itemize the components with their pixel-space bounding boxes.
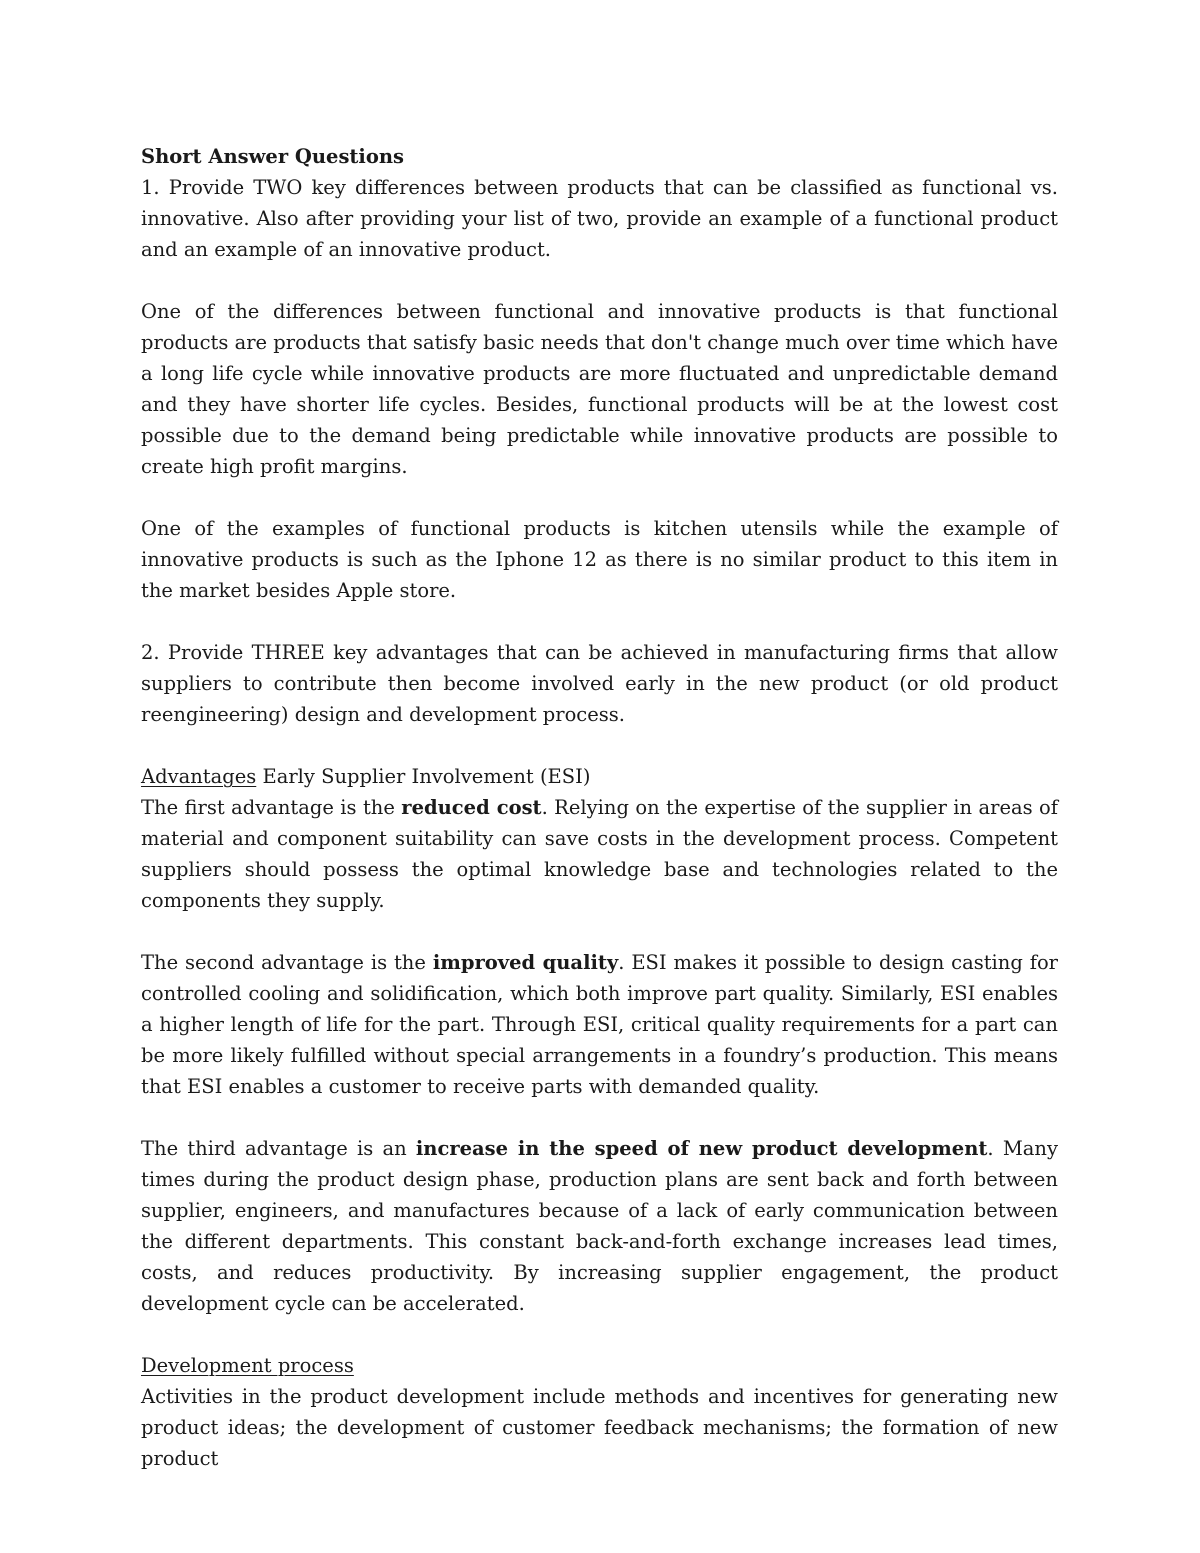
paragraph-spacer [141,1102,1058,1133]
development-paragraph: Activities in the product development include methods and incentives for generating new product ideas; the development of customer feedback mechanisms; the formation of new product [141,1385,1058,1470]
advantage-1-lead: The first advantage is the [141,796,402,819]
answer-1-paragraph-2: One of the examples of functional products is kitchen utensils while the example of innovative products is such as the Iphone 12 as there is no similar product to this item in the market besides Apple store. [141,517,1058,602]
answer-1-paragraph-1: One of the differences between functional and innovative products is that functional products are products that satisfy basic needs that don't change much over time which have a long life cycle while innovative products are more fluctuated and unpredictable demand and they have shorter life cycles. Besides, functional products will be at the lowest cost possible due to the demand being predictable while innovative products are possible to create high profit margins. [141,300,1058,478]
advantage-1-paragraph [141,792,1058,916]
advantages-heading: Advantages [141,765,257,788]
advantage-2-paragraph [141,947,1058,1102]
paragraph-spacer [141,916,1058,947]
development-heading: Development process [141,1354,354,1377]
advantage-3-paragraph [141,1133,1058,1319]
document-title: Short Answer Questions [141,145,405,168]
paragraph-spacer [141,606,1058,637]
advantage-2-text: . ESI makes it possible to design casting for controlled cooling and solidification, which both improve part quality. Similarly, ESI enables a higher length of life for the part. Through ESI, critical quality requirements for a part can be more likely fulfilled without special arrangements in a foundry’s production. This means that ESI enables a customer to receive parts with demanded quality. [141,951,1059,1098]
advantages-heading-line [141,761,1058,792]
advantage-3-text: . Many times during the product design phase, production plans are sent back and forth between supplier, engineers, and manufactures because of a lack of early communication between the different departments. This constant back-and-forth exchange increases lead times, costs, and reduces productivity. By increasing supplier engagement, the product development cycle can be accelerated. [141,1137,1058,1315]
advantage-3-term: increase in the speed of new product development [415,1137,988,1160]
advantage-2-term: improved quality [432,951,619,974]
advantages-subtitle: Early Supplier Involvement (ESI) [256,765,591,788]
question-2: 2. Provide THREE key advantages that can be achieved in manufacturing firms that allow suppliers to contribute then become involved early in the new product (or old product reengineering) design and development process. [141,641,1058,726]
paragraph-spacer [141,1319,1058,1350]
paragraph-spacer [141,482,1058,513]
question-1: 1. Provide TWO key differences between products that can be classified as functional vs. innovative. Also after providing your list of two, provide an example of a functional product and an example of an innovative product. [141,176,1058,261]
advantage-1-term: reduced cost [401,796,542,819]
paragraph-spacer [141,730,1058,761]
development-heading-line [141,1350,1058,1381]
advantage-2-lead: The second advantage is the [141,951,433,974]
paragraph-spacer [141,265,1058,296]
document-body [141,141,1058,1474]
advantage-1-text: . Relying on the expertise of the supplier in areas of material and component suitability can save costs in the development process. Competent suppliers should possess the optimal knowledge base and technologies related to the components they supply. [141,796,1058,912]
advantage-3-lead: The third advantage is an [141,1137,416,1160]
